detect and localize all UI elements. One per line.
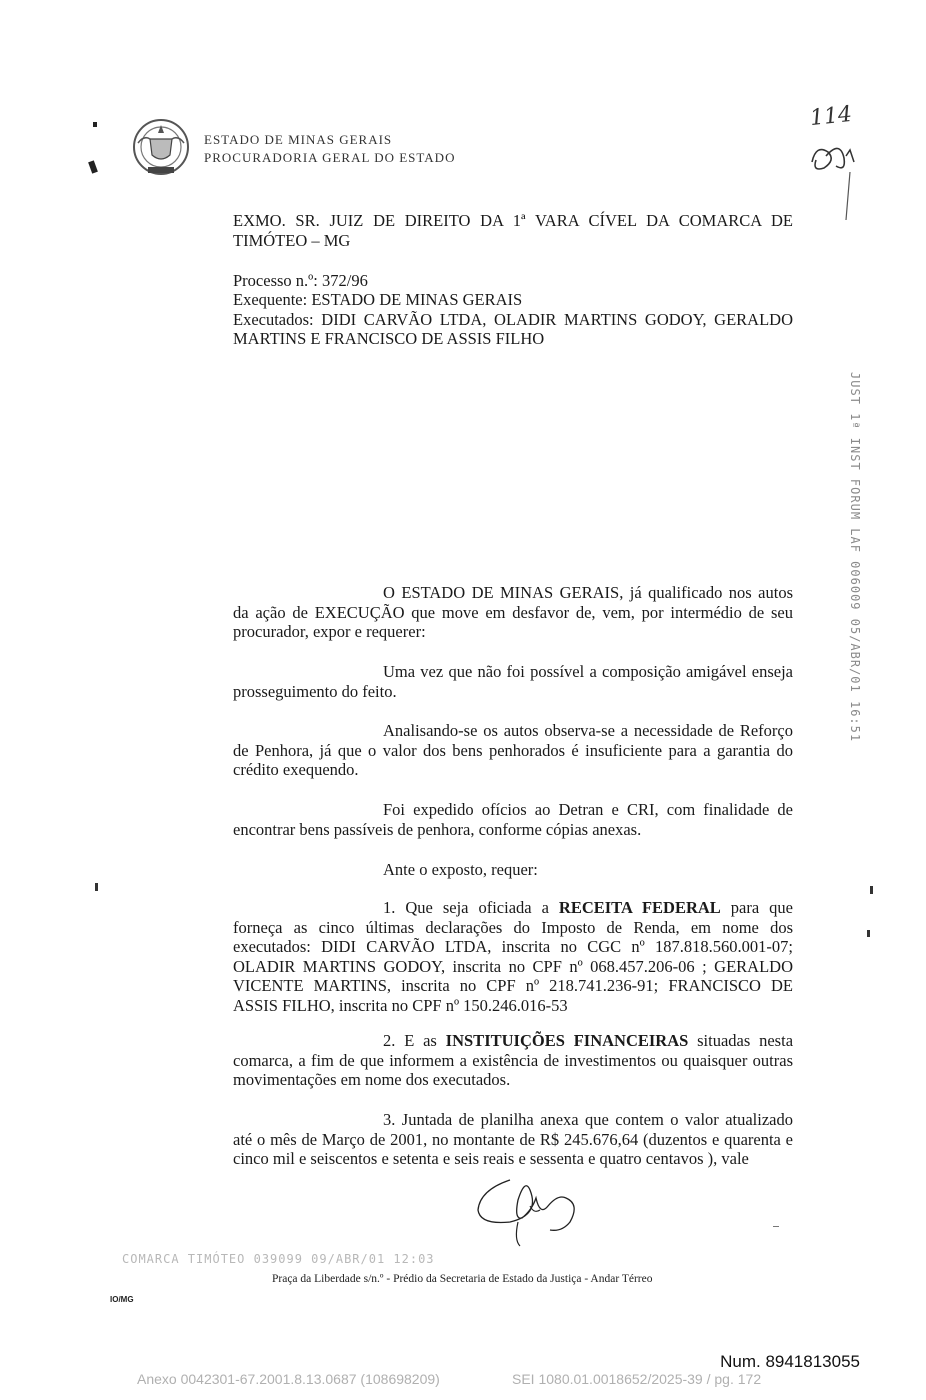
- margin-mark: [95, 883, 98, 891]
- request-item-2-text-a: 2. E as: [383, 1031, 446, 1050]
- request-item-2: [233, 1031, 793, 1090]
- addressee-line-2: TIMÓTEO – MG: [233, 231, 351, 250]
- margin-mark: [867, 930, 870, 937]
- footer-address: Praça da Liberdade s/n.º - Prédio da Secretaria de Estado da Justiça - Andar Térreo: [272, 1273, 653, 1285]
- header-title: [204, 131, 455, 167]
- header-state: ESTADO DE MINAS GERAIS: [204, 132, 393, 147]
- handwritten-initials-icon: [806, 132, 866, 222]
- request-item-1: [233, 898, 793, 1015]
- signature-icon: [470, 1170, 610, 1250]
- request-item-1-text-b: para que forneça as cinco últimas declarações do Imposto de Renda, em nome dos executados: DIDI CARVÃO LTDA, inscrita no CGC nº 187.818.560.001-07; OLADIR MARTINS GODOY, inscrita no CPF nº 068.457.206-06 ; GERALDO VICENTE MARTINS, inscrita no CPF nº 218.741.236-91; FRANCISCO DE ASSIS FILHO, inscrita no CPF nº 150.246.016-53: [233, 898, 793, 1015]
- paragraph-request-intro: Ante o exposto, requer:: [383, 860, 538, 879]
- paragraph-intro: O ESTADO DE MINAS GERAIS, já qualificado nos autos da ação de EXECUÇÃO que move em desfavor de, vem, por intermédio de seu procurador, expor e requerer:: [233, 583, 793, 641]
- case-debtors-line-1: Executados: DIDI CARVÃO LTDA, OLADIR MARTINS GODOY, GERALDO: [233, 310, 793, 329]
- request-item-1-bold: RECEITA FEDERAL: [558, 898, 721, 917]
- case-debtors-line-2: MARTINS E FRANCISCO DE ASSIS FILHO: [233, 329, 545, 348]
- request-item-2-text-b: situadas nesta comarca, a fim de que informem a existência de investimentos ou quaisquer outras movimentações em nome dos executados.: [233, 1031, 794, 1089]
- footer-code: IO/MG: [110, 1295, 134, 1304]
- margin-mark: [870, 886, 873, 894]
- handwritten-page-number: 114: [808, 101, 854, 132]
- request-item-1-text-a: 1. Que seja oficiada a: [383, 898, 559, 917]
- paragraph-no-settlement: Uma vez que não foi possível a composição amigável enseja prosseguimento do feito.: [233, 662, 793, 701]
- case-creditor: Exequente: ESTADO DE MINAS GERAIS: [233, 290, 523, 309]
- addressee-line-1: EXMO. SR. JUIZ DE DIREITO DA 1ª VARA CÍVEL DA COMARCA DE: [233, 211, 793, 230]
- annex-reference: Anexo 0042301-67.2001.8.13.0687 (108698209): [137, 1371, 440, 1387]
- request-item-2-bold: INSTITUIÇÕES FINANCEIRAS: [445, 1031, 689, 1050]
- filing-stamp-vertical: JUST 1ª INST FORUM LAF 006009 05/ABR/01 16:51: [848, 372, 862, 743]
- margin-mark: [88, 160, 98, 173]
- margin-mark: [93, 122, 97, 127]
- document-number: Num. 8941813055: [720, 1352, 860, 1371]
- filing-stamp-horizontal: COMARCA TIMÓTEO 039099 09/ABR/01 12:03: [122, 1252, 435, 1266]
- header-agency: PROCURADORIA GERAL DO ESTADO: [204, 150, 456, 165]
- request-item-3: 3. Juntada de planilha anexa que contem o valor atualizado até o mês de Março de 2001, no montante de R$ 245.676,64 (duzentos e quarenta e cinco mil e seiscentos e setenta e seis reais e sessenta e quatro centavos ), vale: [233, 1110, 793, 1168]
- case-number: Processo n.º: 372/96: [233, 271, 368, 290]
- sei-reference: SEI 1080.01.0018652/2025-39 / pg. 172: [512, 1371, 762, 1387]
- paragraph-detran: Foi expedido ofícios ao Detran e CRI, com finalidade de encontrar bens passíveis de penhora, conforme cópias anexas.: [233, 800, 793, 839]
- paragraph-reinforcement: Analisando-se os autos observa-se a necessidade de Reforço de Penhora, já que o valor dos bens penhorados é insuficiente para a garantia do crédito exequendo.: [233, 721, 793, 779]
- coat-of-arms-icon: [128, 117, 194, 179]
- signature-dash: [773, 1226, 779, 1227]
